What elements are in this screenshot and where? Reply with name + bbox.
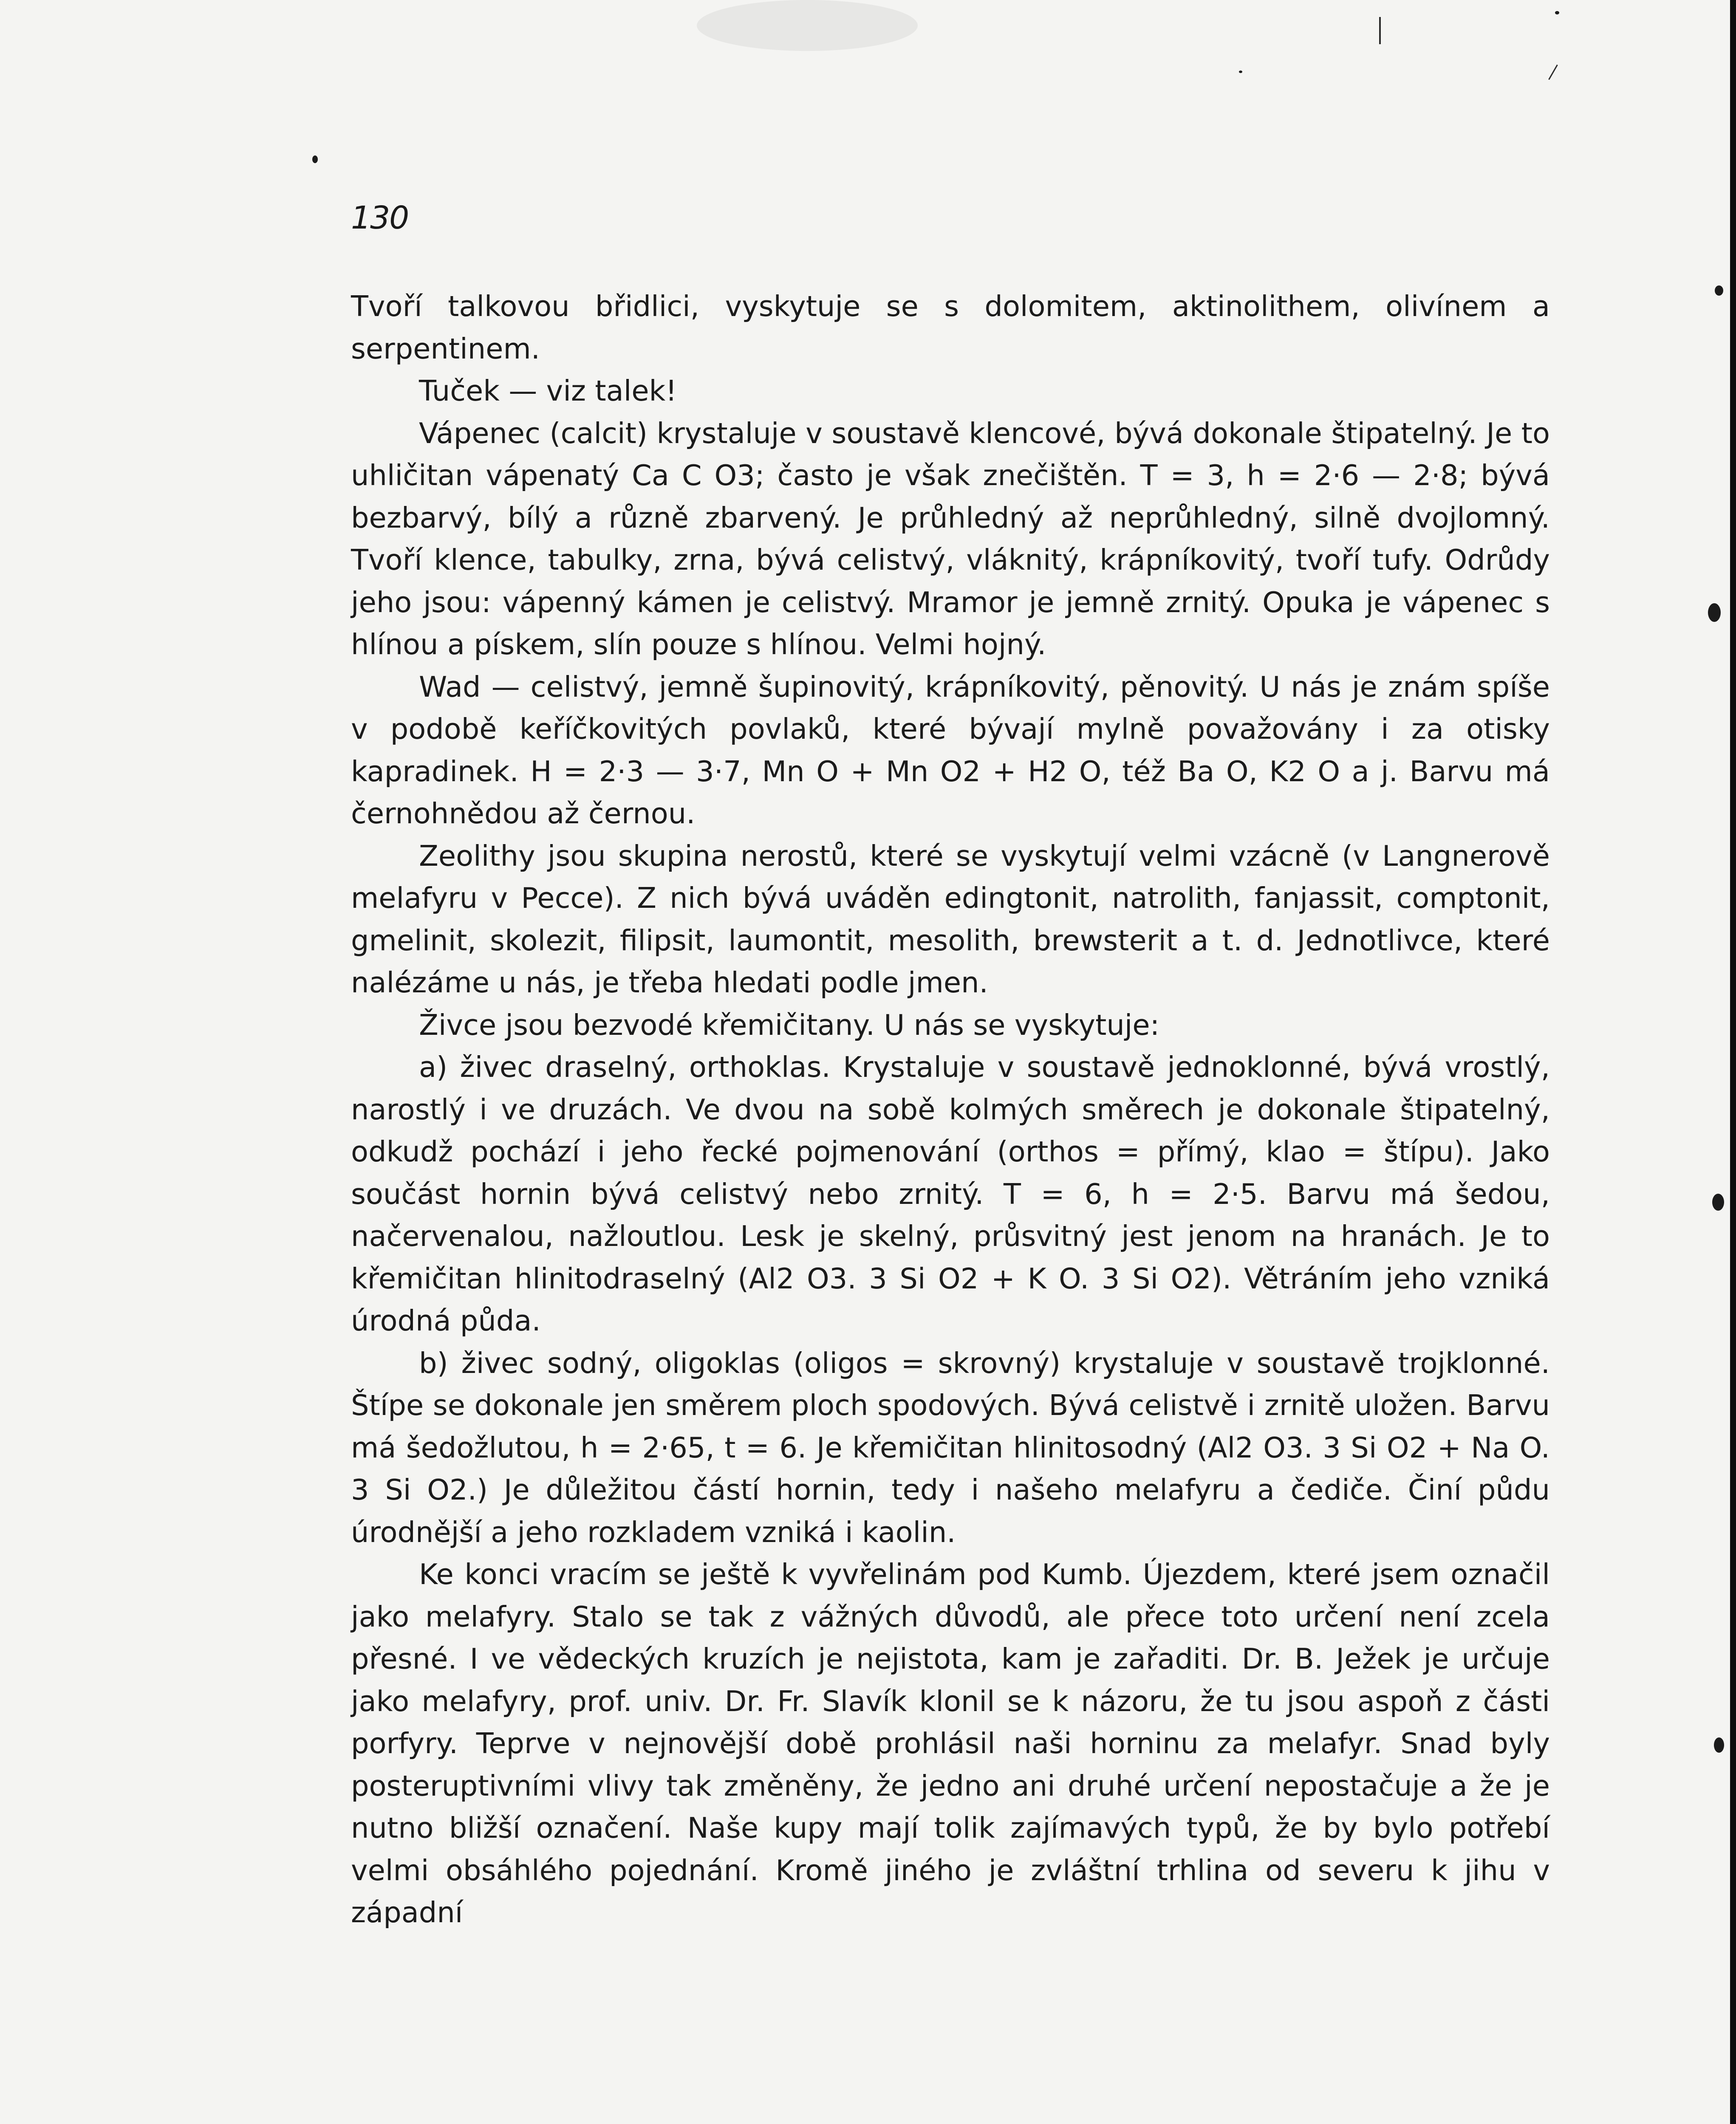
scan-border-right <box>1730 0 1736 2124</box>
paragraph: Tvoří talkovou břidlici, vyskytuje se s dolomitem, aktinolithem, olivínem a serpentinem. <box>351 290 1550 365</box>
scan-speck <box>1714 1737 1724 1753</box>
paragraph: Tuček — viz talek! <box>419 374 677 407</box>
body-text <box>351 285 1550 1934</box>
paragraph: Ke konci vracím se ještě k vyvřelinám pod Kumb. Újezdem, které jsem označil jako melafyry. Stalo se tak z vážných důvodů, ale přece toto určení není zcela přesné. I ve vědeckých kruzích je nejistota, kam je zařaditi. Dr. B. Ježek je určuje jako melafyry, prof. univ. Dr. Fr. Slavík klonil se k názoru, že tu jsou aspoň z části porfyry. Teprve v nejnovější době prohlásil naši horninu za melafyr. Snad byly posteruptivními vlivy tak změněny, že jedno ani druhé určení nepostačuje a že je nutno bližší označení. Naše kupy mají tolik zajímavých typů, že by bylo potřebí velmi obsáhlého pojednání. Kromě jiného je zvláštní trhlina od severu k jihu v západní <box>351 1558 1550 1929</box>
scan-speck <box>1708 603 1721 622</box>
paragraph: Wad — celistvý, jemně šupinovitý, krápníkovitý, pěnovitý. U nás je znám spíše v podobě keříčkovitých povlaků, které bývají mylně považovány i za otisky kapradinek. H = 2·3 — 3·7, Mn O + Mn O2 + H2 O, též Ba O, K2 O a j. Barvu má černohnědou až černou. <box>351 670 1550 830</box>
paragraph: a) živec draselný, orthoklas. Krystaluje v soustavě jednoklonné, bývá vrostlý, narostlý i ve druzách. Ve dvou na sobě kolmých směrech je dokonale štipatelný, odkudž pochází i jeho řecké pojmenování (orthos = přímý, klao = štípu). Jako součást hornin bývá celistvý nebo zrnitý. T = 6, h = 2·5. Barvu má šedou, načervenalou, nažloutlou. Lesk je skelný, průsvitný jest jenom na hranách. Je to křemičitan hlinitodraselný (Al2 O3. 3 Si O2 + K O. 3 Si O2). Větráním jeho vzniká úrodná půda. <box>351 1051 1550 1337</box>
paragraph: Živce jsou bezvodé křemičitany. U nás se vyskytuje: <box>419 1008 1160 1042</box>
scan-speck <box>1715 285 1723 296</box>
scan-mark <box>1548 65 1558 80</box>
scan-mark <box>1379 17 1381 44</box>
paragraph: Zeolithy jsou skupina nerostů, které se vyskytují velmi vzácně (v Langnerově melafyru v Pecce). Z nich bývá uváděn edingtonit, natrolith, fanjassit, comptonit, gmelinit, skolezit, filipsit, laumontit, mesolith, brewsterit a t. d. Jednotlivce, které nalézáme u nás, je třeba hledati podle jmen. <box>351 839 1550 999</box>
paragraph: b) živec sodný, oligoklas (oligos = skrovný) krystaluje v soustavě trojklonné. Štípe se dokonale jen směrem ploch spodových. Bývá celistvě i zrnitě uložen. Barvu má šedožlutou, h = 2·65, t = 6. Je křemičitan hlinitosodný (Al2 O3. 3 Si O2 + Na O. 3 Si O2.) Je důležitou částí hornin, tedy i našeho melafyru a čediče. Činí půdu úrodnější a jeho rozkladem vzniká i kaolin. <box>351 1346 1550 1549</box>
page-number: 130 <box>351 200 409 236</box>
paragraph: Vápenec (calcit) krystaluje v soustavě klencové, bývá dokonale štipatelný. Je to uhličitan vápenatý Ca C O3; často je však znečištěn. T = 3, h = 2·6 — 2·8; bývá bezbarvý, bílý a různě zbarvený. Je průhledný až neprůhledný, silně dvojlomný. Tvoří klence, tabulky, zrna, bývá celistvý, vláknitý, krápníkovitý, tvoří tufy. Odrůdy jeho jsou: vápenný kámen je celistvý. Mramor je jemně zrnitý. Opuka je vápenec s hlínou a pískem, slín pouze s hlínou. Velmi hojný. <box>351 416 1550 661</box>
scan-speck <box>1239 71 1242 73</box>
scan-speck <box>312 155 318 163</box>
scan-speck <box>1712 1194 1724 1211</box>
scan-speck <box>1555 11 1559 14</box>
scan-smudge <box>697 0 918 51</box>
